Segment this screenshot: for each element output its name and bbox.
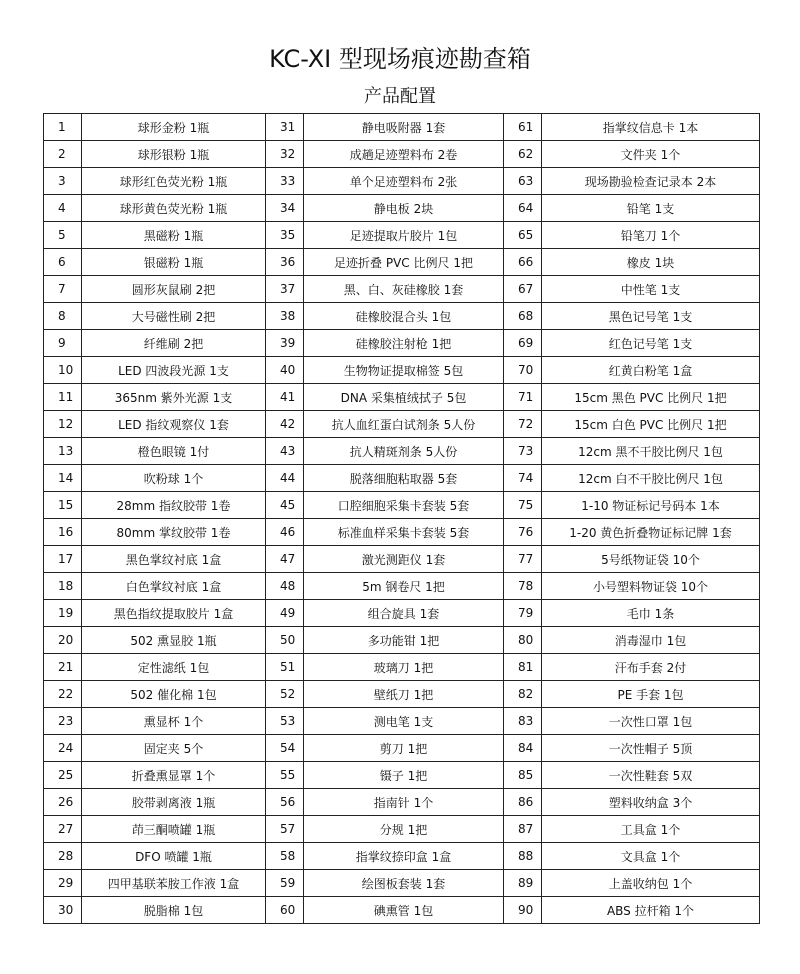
item-name: 28mm 指纹胶带 1卷 [82, 492, 266, 519]
item-number: 79 [504, 600, 542, 627]
item-name: 毛巾 1条 [542, 600, 760, 627]
item-number: 40 [266, 357, 304, 384]
item-number: 4 [44, 195, 82, 222]
item-name: 15cm 黑色 PVC 比例尺 1把 [542, 384, 760, 411]
item-name: 组合旋具 1套 [304, 600, 504, 627]
item-number: 9 [44, 330, 82, 357]
item-name: 指掌纹信息卡 1本 [542, 114, 760, 141]
item-name: 壁纸刀 1把 [304, 681, 504, 708]
item-name: LED 四波段光源 1支 [82, 357, 266, 384]
item-name: DFO 喷罐 1瓶 [82, 843, 266, 870]
table-row [44, 897, 760, 924]
item-number: 24 [44, 735, 82, 762]
item-number: 44 [266, 465, 304, 492]
table-row [44, 600, 760, 627]
table-row [44, 762, 760, 789]
table-row [44, 195, 760, 222]
item-name: 502 催化棉 1包 [82, 681, 266, 708]
table-row [44, 141, 760, 168]
item-name: 定性滤纸 1包 [82, 654, 266, 681]
item-name: 工具盒 1个 [542, 816, 760, 843]
item-name: 球形黄色荧光粉 1瓶 [82, 195, 266, 222]
item-number: 88 [504, 843, 542, 870]
item-name: 红色记号笔 1支 [542, 330, 760, 357]
item-number: 14 [44, 465, 82, 492]
item-name: 镊子 1把 [304, 762, 504, 789]
item-name: 足迹提取片胶片 1包 [304, 222, 504, 249]
item-number: 25 [44, 762, 82, 789]
item-name: 中性笔 1支 [542, 276, 760, 303]
item-number: 51 [266, 654, 304, 681]
item-name: 脱脂棉 1包 [82, 897, 266, 924]
item-name: 四甲基联苯胺工作液 1盒 [82, 870, 266, 897]
item-name: 黑、白、灰硅橡胶 1套 [304, 276, 504, 303]
table-row [44, 303, 760, 330]
item-number: 65 [504, 222, 542, 249]
item-name: 一次性鞋套 5双 [542, 762, 760, 789]
item-name: 一次性帽子 5顶 [542, 735, 760, 762]
item-name: 圆形灰鼠刷 2把 [82, 276, 266, 303]
item-name: 单个足迹塑料布 2张 [304, 168, 504, 195]
item-name: DNA 采集植绒拭子 5包 [304, 384, 504, 411]
item-number: 22 [44, 681, 82, 708]
table-row [44, 573, 760, 600]
item-name: 汗布手套 2付 [542, 654, 760, 681]
item-name: 熏显杯 1个 [82, 708, 266, 735]
item-name: 脱落细胞粘取器 5套 [304, 465, 504, 492]
item-number: 54 [266, 735, 304, 762]
item-number: 16 [44, 519, 82, 546]
item-name: 80mm 掌纹胶带 1卷 [82, 519, 266, 546]
item-name: ABS 拉杆箱 1个 [542, 897, 760, 924]
item-number: 28 [44, 843, 82, 870]
item-name: 碘熏管 1包 [304, 897, 504, 924]
item-name: 硅橡胶混合头 1包 [304, 303, 504, 330]
item-name: 抗人血红蛋白试剂条 5人份 [304, 411, 504, 438]
table-row [44, 708, 760, 735]
item-number: 46 [266, 519, 304, 546]
item-name: 成趟足迹塑料布 2卷 [304, 141, 504, 168]
item-number: 69 [504, 330, 542, 357]
item-name: 黑色记号笔 1支 [542, 303, 760, 330]
item-name: 铅笔 1支 [542, 195, 760, 222]
item-number: 68 [504, 303, 542, 330]
item-number: 32 [266, 141, 304, 168]
item-number: 10 [44, 357, 82, 384]
item-number: 80 [504, 627, 542, 654]
item-number: 82 [504, 681, 542, 708]
item-name: 口腔细胞采集卡套装 5套 [304, 492, 504, 519]
table-row [44, 411, 760, 438]
table-row [44, 870, 760, 897]
item-number: 37 [266, 276, 304, 303]
item-number: 73 [504, 438, 542, 465]
item-number: 1 [44, 114, 82, 141]
item-number: 47 [266, 546, 304, 573]
item-name: 消毒湿巾 1包 [542, 627, 760, 654]
item-number: 31 [266, 114, 304, 141]
table-row [44, 249, 760, 276]
item-name: 吹粉球 1个 [82, 465, 266, 492]
table-row [44, 681, 760, 708]
item-name: 文具盒 1个 [542, 843, 760, 870]
item-name: 上盖收纳包 1个 [542, 870, 760, 897]
item-name: 橡皮 1块 [542, 249, 760, 276]
item-name: 足迹折叠 PVC 比例尺 1把 [304, 249, 504, 276]
item-name: 指南针 1个 [304, 789, 504, 816]
item-name: 茚三酮喷罐 1瓶 [82, 816, 266, 843]
item-number: 45 [266, 492, 304, 519]
item-number: 87 [504, 816, 542, 843]
item-name: 1-20 黄色折叠物证标记牌 1套 [542, 519, 760, 546]
item-number: 21 [44, 654, 82, 681]
item-number: 11 [44, 384, 82, 411]
item-name: 绘图板套装 1套 [304, 870, 504, 897]
item-number: 19 [44, 600, 82, 627]
item-number: 3 [44, 168, 82, 195]
item-name: 测电笔 1支 [304, 708, 504, 735]
table-row [44, 222, 760, 249]
item-number: 27 [44, 816, 82, 843]
item-name: 分规 1把 [304, 816, 504, 843]
item-name: 生物物证提取棉签 5包 [304, 357, 504, 384]
table-row [44, 735, 760, 762]
item-name: 文件夹 1个 [542, 141, 760, 168]
item-number: 36 [266, 249, 304, 276]
table-row [44, 168, 760, 195]
item-name: 激光测距仪 1套 [304, 546, 504, 573]
item-number: 30 [44, 897, 82, 924]
item-number: 41 [266, 384, 304, 411]
item-number: 85 [504, 762, 542, 789]
table-row [44, 546, 760, 573]
item-number: 62 [504, 141, 542, 168]
item-number: 60 [266, 897, 304, 924]
item-number: 56 [266, 789, 304, 816]
item-number: 50 [266, 627, 304, 654]
item-name: 现场勘验检查记录本 2本 [542, 168, 760, 195]
item-number: 81 [504, 654, 542, 681]
item-number: 58 [266, 843, 304, 870]
item-number: 64 [504, 195, 542, 222]
item-name: 剪刀 1把 [304, 735, 504, 762]
item-name: 橙色眼镜 1付 [82, 438, 266, 465]
table-row [44, 114, 760, 141]
item-name: 胶带剥离液 1瓶 [82, 789, 266, 816]
item-name: 小号塑料物证袋 10个 [542, 573, 760, 600]
item-number: 29 [44, 870, 82, 897]
item-number: 90 [504, 897, 542, 924]
item-name: PE 手套 1包 [542, 681, 760, 708]
table-row [44, 492, 760, 519]
item-number: 86 [504, 789, 542, 816]
item-number: 7 [44, 276, 82, 303]
item-number: 43 [266, 438, 304, 465]
item-number: 84 [504, 735, 542, 762]
item-name: 5m 钢卷尺 1把 [304, 573, 504, 600]
item-number: 34 [266, 195, 304, 222]
table-row [44, 330, 760, 357]
item-number: 59 [266, 870, 304, 897]
table-row [44, 816, 760, 843]
item-number: 77 [504, 546, 542, 573]
item-number: 26 [44, 789, 82, 816]
item-number: 20 [44, 627, 82, 654]
item-name: 白色掌纹衬底 1盒 [82, 573, 266, 600]
item-name: 硅橡胶注射枪 1把 [304, 330, 504, 357]
item-number: 78 [504, 573, 542, 600]
item-number: 15 [44, 492, 82, 519]
item-name: 球形红色荧光粉 1瓶 [82, 168, 266, 195]
table-row [44, 384, 760, 411]
table-row [44, 276, 760, 303]
item-name: 12cm 白不干胶比例尺 1包 [542, 465, 760, 492]
item-name: 一次性口罩 1包 [542, 708, 760, 735]
item-name: 铅笔刀 1个 [542, 222, 760, 249]
item-name: 黑色掌纹衬底 1盒 [82, 546, 266, 573]
table-row [44, 357, 760, 384]
item-name: 指掌纹捺印盒 1盒 [304, 843, 504, 870]
document-title: KC-XI 型现场痕迹勘查箱 [269, 45, 531, 73]
item-name: 黑磁粉 1瓶 [82, 222, 266, 249]
item-number: 23 [44, 708, 82, 735]
item-name: 球形金粉 1瓶 [82, 114, 266, 141]
item-number: 38 [266, 303, 304, 330]
item-number: 76 [504, 519, 542, 546]
item-name: 红黄白粉笔 1盒 [542, 357, 760, 384]
item-number: 72 [504, 411, 542, 438]
item-number: 74 [504, 465, 542, 492]
item-name: 黑色指纹提取胶片 1盒 [82, 600, 266, 627]
item-number: 49 [266, 600, 304, 627]
item-name: 1-10 物证标记号码本 1本 [542, 492, 760, 519]
item-name: 银磁粉 1瓶 [82, 249, 266, 276]
item-number: 83 [504, 708, 542, 735]
item-number: 75 [504, 492, 542, 519]
item-name: 静电板 2块 [304, 195, 504, 222]
item-number: 5 [44, 222, 82, 249]
item-number: 61 [504, 114, 542, 141]
item-number: 48 [266, 573, 304, 600]
item-number: 63 [504, 168, 542, 195]
item-name: 抗人精斑剂条 5人份 [304, 438, 504, 465]
item-name: 球形银粉 1瓶 [82, 141, 266, 168]
item-number: 66 [504, 249, 542, 276]
item-number: 18 [44, 573, 82, 600]
item-name: 玻璃刀 1把 [304, 654, 504, 681]
table-row [44, 465, 760, 492]
item-number: 55 [266, 762, 304, 789]
item-name: 365nm 紫外光源 1支 [82, 384, 266, 411]
item-number: 12 [44, 411, 82, 438]
item-name: 静电吸附器 1套 [304, 114, 504, 141]
item-number: 6 [44, 249, 82, 276]
item-name: 5号纸物证袋 10个 [542, 546, 760, 573]
item-name: 502 熏显胶 1瓶 [82, 627, 266, 654]
item-name: 12cm 黑不干胶比例尺 1包 [542, 438, 760, 465]
item-number: 71 [504, 384, 542, 411]
item-number: 70 [504, 357, 542, 384]
item-name: 15cm 白色 PVC 比例尺 1把 [542, 411, 760, 438]
item-number: 39 [266, 330, 304, 357]
item-number: 89 [504, 870, 542, 897]
item-number: 13 [44, 438, 82, 465]
item-name: 多功能钳 1把 [304, 627, 504, 654]
item-name: 折叠熏显罩 1个 [82, 762, 266, 789]
document-subtitle: 产品配置 [364, 86, 436, 107]
item-name: 标准血样采集卡套装 5套 [304, 519, 504, 546]
item-number: 53 [266, 708, 304, 735]
item-number: 17 [44, 546, 82, 573]
item-number: 67 [504, 276, 542, 303]
item-name: 固定夹 5个 [82, 735, 266, 762]
item-number: 42 [266, 411, 304, 438]
item-name: 纤维刷 2把 [82, 330, 266, 357]
item-number: 57 [266, 816, 304, 843]
item-number: 33 [266, 168, 304, 195]
table-row [44, 654, 760, 681]
item-number: 8 [44, 303, 82, 330]
configuration-table [43, 113, 760, 924]
item-name: 塑料收纳盒 3个 [542, 789, 760, 816]
item-number: 35 [266, 222, 304, 249]
table-row [44, 627, 760, 654]
item-number: 2 [44, 141, 82, 168]
item-name: 大号磁性刷 2把 [82, 303, 266, 330]
table-row [44, 789, 760, 816]
table-row [44, 843, 760, 870]
item-number: 52 [266, 681, 304, 708]
table-row [44, 438, 760, 465]
item-name: LED 指纹观察仪 1套 [82, 411, 266, 438]
table-row [44, 519, 760, 546]
